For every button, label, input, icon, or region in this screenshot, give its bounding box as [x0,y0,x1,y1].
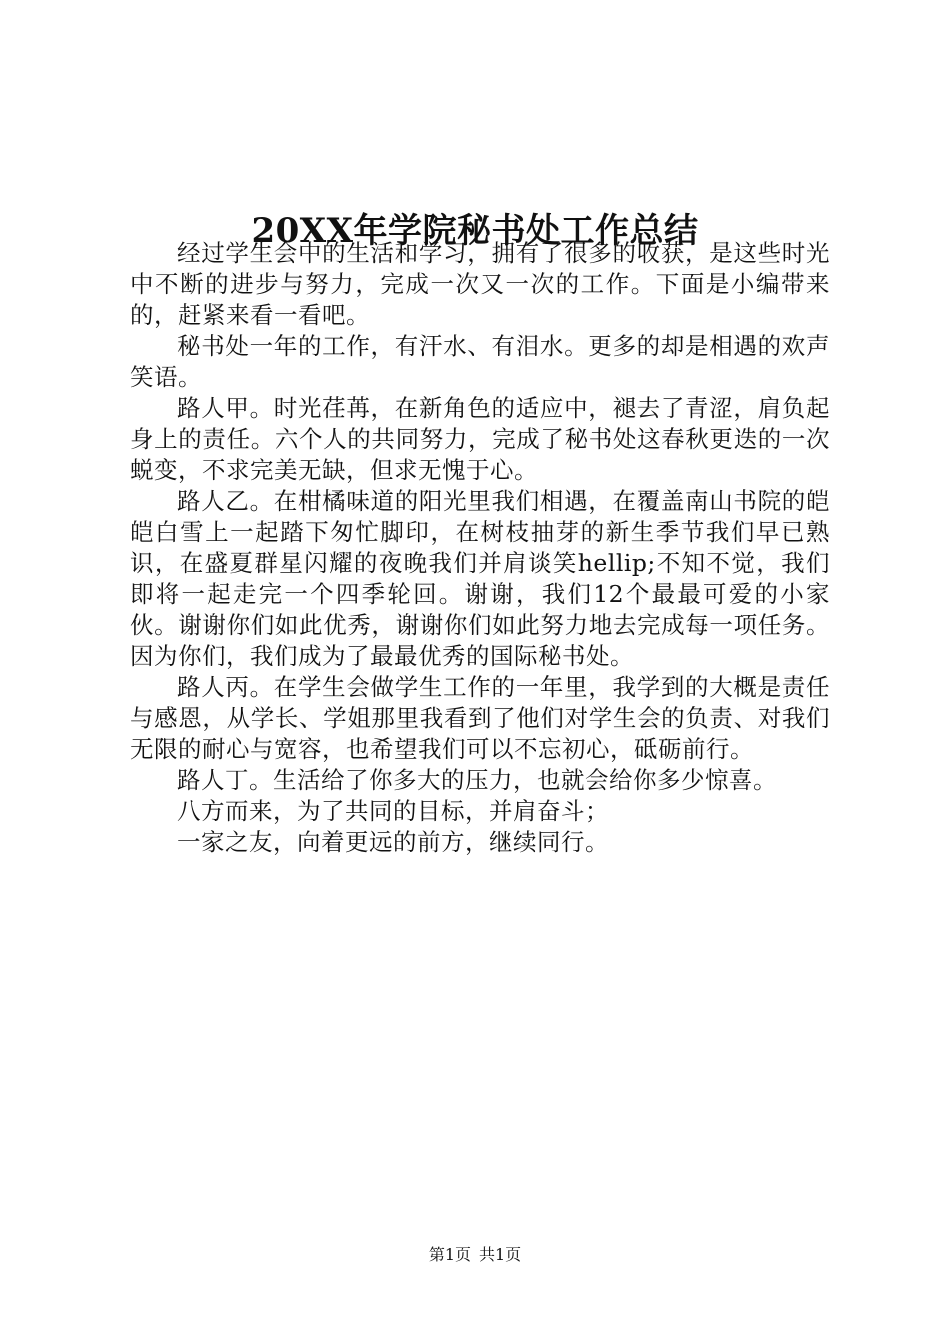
page-number: 第1页 [428,1245,471,1264]
page-footer [0,1244,950,1266]
document-title: 20XX年学院秘书处工作总结 [251,210,699,251]
paragraph-person-d: 路人丁。生活给了你多大的压力，也就会给你多少惊喜。 [177,766,777,794]
page-total: 共1页 [479,1245,522,1264]
paragraph-person-b: 路人乙。在柑橘味道的阳光里我们相遇，在覆盖南山书院的皑皑白雪上一起踏下匆忙脚印，在树枝抽芽的新生季节我们早已熟识，在盛夏群星闪耀的夜晚我们并肩谈笑hellip;不知不觉，我们即将一起走完一个四季轮回。谢谢，我们12个最最可爱的小家伙。谢谢你们如此优秀，谢谢你们如此努力地去完成每一项任务。因为你们，我们成为了最最优秀的国际秘书处。 [130,487,830,670]
paragraph-closing-2: 一家之友，向着更远的前方，继续同行。 [177,828,609,856]
paragraph-summary: 秘书处一年的工作，有汗水、有泪水。更多的却是相遇的欢声笑语。 [130,332,830,391]
paragraph-person-c: 路人丙。在学生会做学生工作的一年里，我学到的大概是责任与感恩，从学长、学姐那里我看到了他们对学生会的负责、对我们无限的耐心与宽容，也希望我们可以不忘初心，砥砺前行。 [130,673,830,763]
paragraph-closing-1: 八方而来，为了共同的目标，并肩奋斗； [177,797,609,825]
paragraph-intro: 经过学生会中的生活和学习，拥有了很多的收获，是这些时光中不断的进步与努力，完成一次又一次的工作。下面是小编带来的，赶紧来看一看吧。 [130,239,830,329]
paragraph-person-a: 路人甲。时光荏苒，在新角色的适应中，褪去了青涩，肩负起身上的责任。六个人的共同努力，完成了秘书处这春秋更迭的一次蜕变，不求完美无缺，但求无愧于心。 [130,394,830,484]
document-body [130,238,830,858]
